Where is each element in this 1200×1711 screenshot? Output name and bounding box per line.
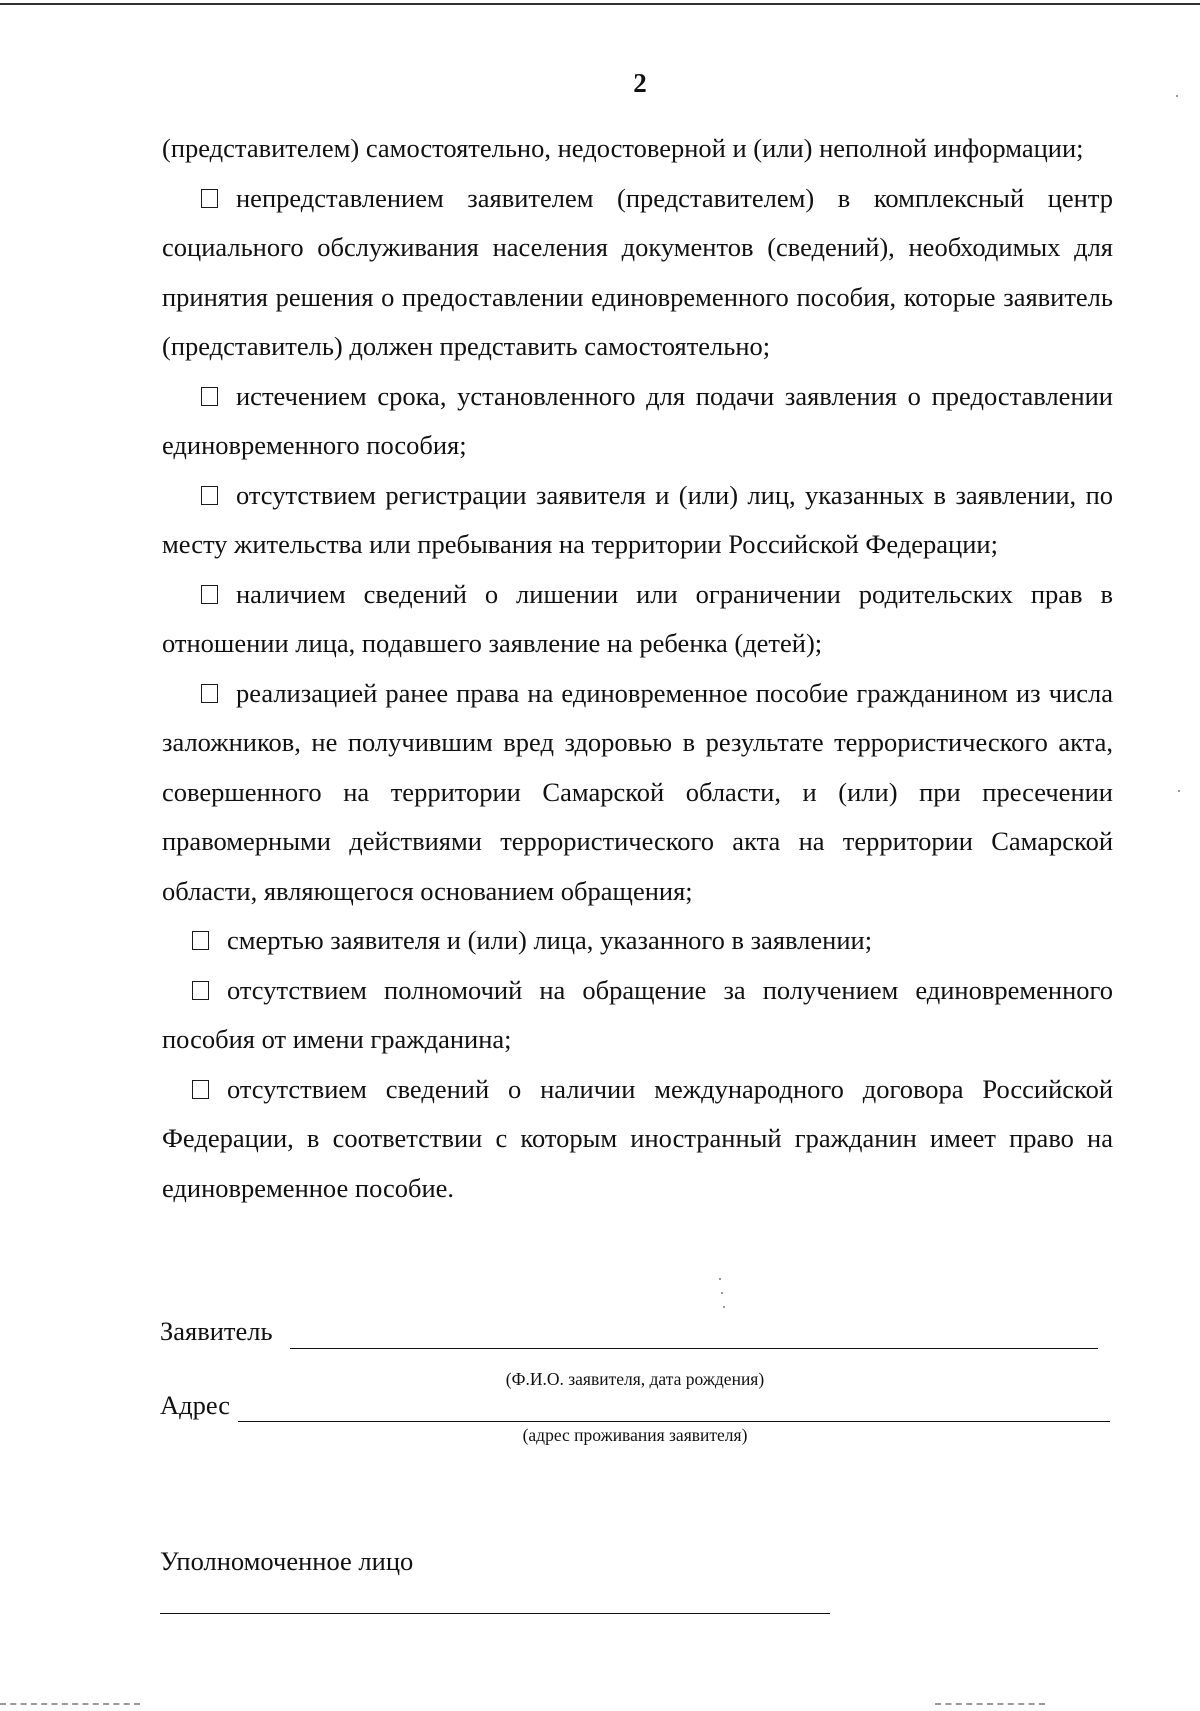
address-caption: (адрес проживания заявителя) [522, 1425, 748, 1445]
reason-item [162, 570, 1113, 669]
reason-item [162, 471, 1113, 570]
applicant-label: Заявитель [160, 1316, 273, 1346]
paragraph-text: (представителем) самостоятельно, недостоверной и (или) неполной информации; [162, 133, 1084, 163]
checkbox[interactable] [201, 585, 218, 604]
scan-speck [721, 1292, 723, 1294]
checkbox[interactable] [201, 486, 218, 505]
document-body [162, 124, 1113, 1213]
checkbox[interactable] [201, 684, 218, 703]
authorized-person-signature-line[interactable] [160, 1613, 830, 1614]
reason-text: непредставлением заявителем (представителем) в комплексный центр социального обслуживания населения документов (сведений), необходимых для принятия решения о предоставлении единовременного пособия, которые заявитель (представитель) должен представить самостоятельно; [162, 182, 1113, 361]
scan-speck [719, 1278, 721, 1280]
applicant-signature-line[interactable] [290, 1348, 1098, 1349]
applicant-caption: (Ф.И.О. заявителя, дата рождения) [505, 1369, 765, 1389]
reason-item [162, 174, 1113, 372]
reason-text: отсутствием регистрации заявителя и (или) лиц, указанных в заявлении, по месту жительства или пребывания на территории Российской Федерации; [162, 479, 1113, 559]
reason-text: наличием сведений о лишении или ограничении родительских прав в отношении лица, подавшего заявление на ребенка (детей); [162, 578, 1113, 658]
reason-item [162, 372, 1113, 471]
reason-item [162, 916, 1113, 966]
reason-text: отсутствием сведений о наличии международного договора Российской Федерации, в соответствии с которым иностранный гражданин имеет право на единовременное пособие. [162, 1073, 1113, 1203]
reason-text: реализацией ранее права на единовременное пособие гражданином из числа заложников, не получившим вред здоровью в результате террористического акта, совершенного на территории Самарской области, и (или) при пресечении правомерными действиями террористического акта на территории Самарской области, являющегося основанием обращения; [162, 677, 1113, 906]
bottom-border-fragment [935, 1703, 1045, 1705]
reason-text: смертью заявителя и (или) лица, указанного в заявлении; [227, 925, 873, 955]
authorized-person-label: Уполномоченное лицо [160, 1546, 414, 1576]
address-line[interactable] [238, 1421, 1110, 1422]
scan-speck [1178, 790, 1180, 792]
reason-item [162, 966, 1113, 1065]
top-border-line [0, 3, 1200, 5]
paragraph-continuation [162, 124, 1113, 174]
scan-speck [723, 1306, 725, 1308]
reason-text: отсутствием полномочий на обращение за получением единовременного пособия от имени гражданина; [162, 974, 1113, 1054]
reason-item [162, 669, 1113, 917]
page-number: 2 [633, 68, 647, 98]
checkbox[interactable] [201, 387, 218, 406]
checkbox[interactable] [192, 981, 209, 1000]
address-label: Адрес [160, 1390, 231, 1420]
bottom-border-fragment [0, 1703, 140, 1705]
checkbox[interactable] [192, 1080, 209, 1099]
checkbox[interactable] [192, 931, 209, 950]
checkbox[interactable] [201, 189, 218, 208]
reason-item [162, 1065, 1113, 1214]
scan-speck [1176, 95, 1178, 97]
reason-text: истечением срока, установленного для подачи заявления о предоставлении единовременного пособия; [162, 380, 1113, 460]
